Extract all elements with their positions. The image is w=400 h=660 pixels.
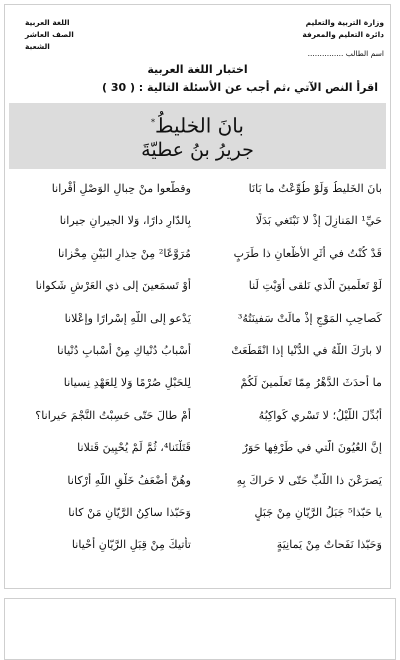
exam-page <box>4 4 391 589</box>
verse-second-hemistich: قَتَلْنَنا⁴، ثُمَّ لَمْ يُحْيِينَ قَتلانا <box>77 441 191 455</box>
verse-first-hemistich: ما أحدَثَ الدَّهْرُ مِمّا تَعلَمينَ لَكُمْ <box>240 376 382 390</box>
verse-second-hemistich: مُرَوَّعًا² مِنْ حِذارِ البَيْنِ مِحْزانا <box>58 246 191 260</box>
verse-first-hemistich: حَيِّ¹ المَنازِلَ إذْ لا نَبْتَغي بَدَلًا <box>255 214 382 228</box>
verse-second-hemistich: أوْ تَسمَعينَ إلى ذي العَرْشِ شَكوانا <box>35 279 191 293</box>
verse-first-hemistich: لا بارَكَ اللّهُ في الدُّنْيا إذا انْقَطَعَتْ <box>231 343 382 357</box>
verse-first-hemistich: بانَ الخَليطُ وَلَوْ طُوِّعْتُ ما بَانَا <box>248 182 382 195</box>
verse <box>5 505 390 537</box>
ministry-header <box>302 17 384 41</box>
verse-second-hemistich: يَدْعو إلى اللّهِ إسْرارًا وإعْلانا <box>64 311 191 325</box>
verse-second-hemistich: وقطّعوا منْ حِبالِ الوَصْلِ أقْرانا <box>51 182 191 195</box>
verse-first-hemistich: كَصاحِبِ المَوْجِ إذْ مالَتْ سَفينَتُهُ³ <box>237 311 382 325</box>
verse <box>5 246 390 278</box>
verse-second-hemistich: لِلحَبْلِ صُرْمًا وَلا لِلعَهْدِ نِسيانا <box>63 376 191 390</box>
grade-label: الصف العاشر <box>25 30 74 39</box>
verse <box>5 473 390 505</box>
verse <box>5 408 390 440</box>
student-name-field: اسم الطالب ............... <box>307 49 384 58</box>
verse-first-hemistich: إنَّ العُيُونَ الّتي في طَرْفِها حَوَرٌ <box>242 441 382 455</box>
poem-title-banner <box>9 103 386 169</box>
verse-second-hemistich: تأتيكَ مِنْ قِبَلِ الرَّيّانِ أحْيانا <box>71 538 191 552</box>
next-page-edge <box>4 598 396 660</box>
section-label: الشعبة <box>25 42 50 51</box>
verse-second-hemistich: وَحَبّذا ساكِنُ الرَّيّانِ مَنْ كانا <box>68 505 191 519</box>
verse-second-hemistich: أمْ طالَ حَتّى حَسِبْتُ النَّجْمَ حَيرانا؟ <box>35 408 191 422</box>
poem-title-text: بانَ الخليطُ <box>155 113 244 138</box>
ministry-name: وزارة التربية والتعليم <box>305 18 384 27</box>
verse-first-hemistich: وَحَبّذا نَفَحاتٌ مِنْ يَمانِيَةٍ <box>276 538 382 552</box>
verse <box>5 537 390 569</box>
verse-second-hemistich: وهُنَّ أضْعَفُ خَلْقِ اللّهِ أرْكانا <box>67 473 191 487</box>
poem-body <box>5 181 390 570</box>
verse <box>5 440 390 472</box>
verse-first-hemistich: يا حَبّذا⁵ جَبَلُ الرَّيّانِ مِنْ جَبَلٍ <box>254 505 382 519</box>
verse <box>5 181 390 213</box>
poet-name: جريرُ بنُ عطيّةَ <box>141 138 254 161</box>
verse-first-hemistich: أبُدِّلَ اللّيْلُ؛ لا تَسْري كَواكِبُهُ <box>258 408 382 422</box>
subject-name: اللغة العربية <box>25 18 70 27</box>
verse <box>5 343 390 375</box>
verse <box>5 311 390 343</box>
verse-second-hemistich: بِالدّارِ دارًا، وَلا الجيرانِ جيرانا <box>59 214 191 228</box>
subject-header <box>25 17 74 53</box>
verse-first-hemistich: قَدْ كُنْتُ في أثَرِ الأظْعانِ ذا طَرَبٍ <box>233 246 382 260</box>
department-name: دائرة التعليم والمعرفة <box>302 30 384 39</box>
footnote-mark: * <box>151 118 156 127</box>
verse <box>5 278 390 310</box>
verse <box>5 375 390 407</box>
test-title: اختبار اللغة العربية <box>147 63 248 76</box>
verse <box>5 213 390 245</box>
verse-first-hemistich: لَوْ تَعلَمينَ الّذي نَلقى أوَيْتِ لَنا <box>248 279 382 293</box>
poem-title <box>9 111 386 138</box>
instruction-text: اقرأ النص الآتي ،ثم أجب عن الأسئلة التالية : ( 30 ) <box>101 81 378 94</box>
verse-first-hemistich: يَصرَعْنَ ذا اللُّبِّ حَتّى لا حَراكَ بِهِ <box>236 473 382 487</box>
verse-second-hemistich: أسْبابُ دُنْياكِ مِنْ أسْبابِ دُنْيانا <box>57 343 191 357</box>
